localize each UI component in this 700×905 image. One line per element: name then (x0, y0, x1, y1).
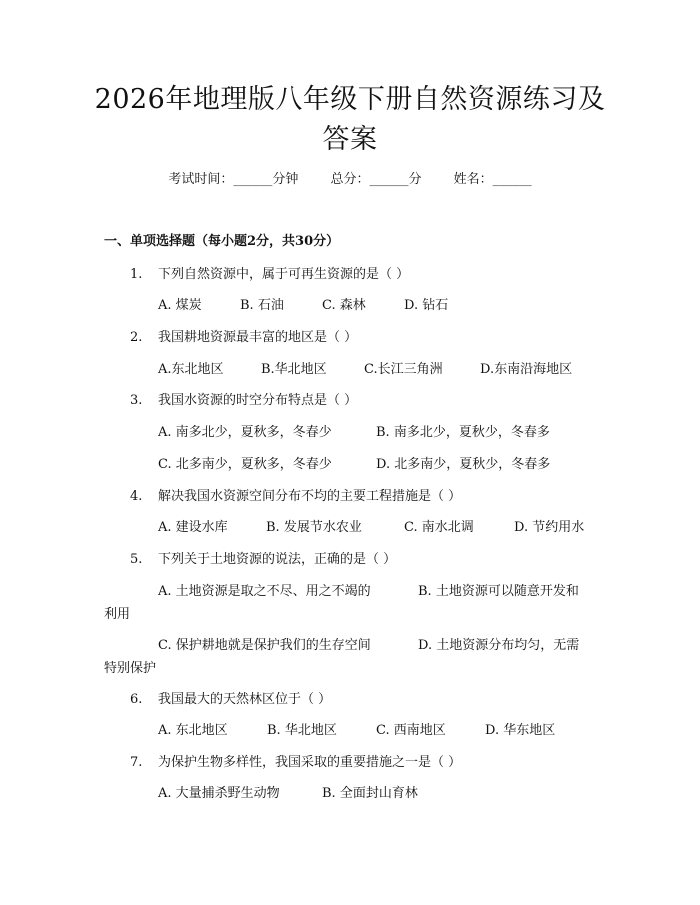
question-3-options-row-2 (158, 453, 550, 472)
option-a: A. 南多北少，夏秋多，冬春少 (158, 425, 332, 440)
question-3-options-row-1 (158, 421, 550, 440)
option-d: D. 钻石 (404, 298, 449, 313)
option-a: A. 煤炭 (158, 298, 202, 313)
question-2 (130, 326, 357, 345)
option-c: C. 森林 (322, 298, 366, 313)
question-text: 下列自然资源中，属于可再生资源的是（ ） (158, 267, 410, 282)
option-b: B. 全面封山育林 (322, 786, 418, 801)
option-d-continuation: 特别保护 (104, 661, 157, 676)
option-b: B. 土地资源可以随意开发和 (418, 584, 579, 599)
question-number: 4. (130, 489, 143, 504)
option-c: C. 北多南少，夏秋多，冬春少 (158, 457, 332, 472)
option-c: C.长江三角洲 (364, 362, 443, 377)
question-number: 5. (130, 552, 143, 567)
question-number: 3. (130, 393, 143, 408)
section-heading: 一、单项选择题（每小题2分，共30分） (104, 234, 340, 249)
question-number: 2. (130, 330, 143, 345)
question-text: 我国最大的天然林区位于（ ） (158, 692, 332, 707)
question-text: 我国耕地资源最丰富的地区是（ ） (158, 330, 358, 345)
page-title: 2026年地理版八年级下册自然资源练习及答案 (94, 84, 606, 155)
student-name-field: 姓名：______ (453, 172, 532, 187)
question-4-options (158, 516, 584, 535)
option-a: A. 东北地区 (158, 723, 228, 738)
option-d: D. 华东地区 (485, 723, 556, 738)
question-4 (130, 485, 461, 504)
question-1 (130, 263, 409, 282)
question-number: 7. (130, 755, 143, 770)
option-b-continuation: 利用 (104, 607, 131, 622)
option-b: B. 石油 (240, 298, 284, 313)
question-5 (130, 548, 396, 567)
option-b: B. 华北地区 (267, 723, 337, 738)
question-6-options (158, 719, 555, 738)
option-a: A. 土地资源是取之不尽、用之不竭的 (158, 584, 371, 599)
question-text: 下列关于土地资源的说法，正确的是（ ） (158, 552, 397, 567)
question-7-options (158, 782, 418, 801)
question-2-options (158, 358, 572, 377)
question-number: 1. (130, 267, 143, 282)
exam-info (0, 168, 700, 187)
option-c: C. 保护耕地就是保护我们的生存空间 (158, 638, 371, 653)
option-b: B. 发展节水农业 (266, 520, 362, 535)
question-5-options-row-2 (158, 634, 579, 653)
exam-time-field: 考试时间：______分钟 (168, 172, 299, 187)
option-a: A.东北地区 (158, 362, 224, 377)
question-7 (130, 751, 461, 770)
option-b: B.华北地区 (261, 362, 327, 377)
question-6 (130, 688, 331, 707)
option-d: D.东南沿海地区 (480, 362, 573, 377)
option-c: C. 南水北调 (404, 520, 474, 535)
question-text: 为保护生物多样性，我国采取的重要措施之一是（ ） (158, 755, 462, 770)
option-a: A. 大量捕杀野生动物 (158, 786, 280, 801)
option-c: C. 西南地区 (376, 723, 446, 738)
option-b: B. 南多北少，夏秋少，冬春多 (376, 425, 550, 440)
question-5-options-row-1 (158, 580, 579, 599)
question-text: 我国水资源的时空分布特点是（ ） (158, 393, 358, 408)
option-d: D. 北多南少，夏秋少，冬春多 (376, 457, 551, 472)
option-a: A. 建设水库 (158, 520, 228, 535)
option-d: D. 土地资源分布均匀，无需 (418, 638, 580, 653)
question-text: 解决我国水资源空间分布不均的主要工程措施是（ ） (158, 489, 462, 504)
option-d: D. 节约用水 (514, 520, 585, 535)
question-3 (130, 389, 357, 408)
total-score-field: 总分：______分 (330, 172, 422, 187)
question-number: 6. (130, 692, 143, 707)
question-1-options (158, 294, 448, 313)
